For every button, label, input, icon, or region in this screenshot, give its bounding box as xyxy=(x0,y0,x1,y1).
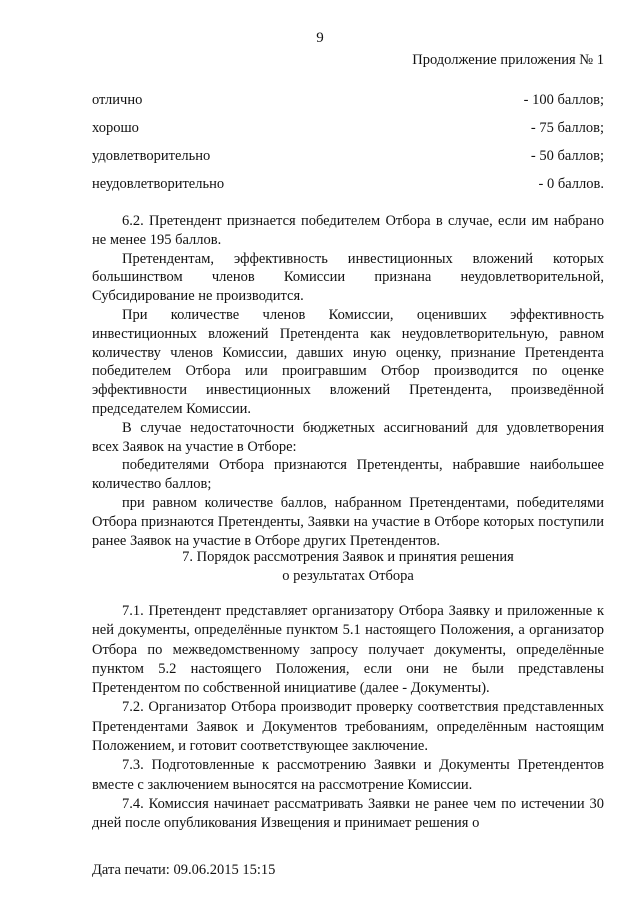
section-7-text xyxy=(92,602,604,834)
paragraph: при равном количестве баллов, набранном Претендентами, победителями Отбора признаются Претенденты, Заявки на участие в Отборе которых поступили ранее Заявок на участие в Отборе других Претендентов. xyxy=(92,494,604,549)
scale-row xyxy=(92,90,604,118)
scale-value: - 100 баллов; xyxy=(523,92,604,108)
scale-label: отлично xyxy=(92,92,143,108)
scale-row xyxy=(92,146,604,174)
scale-row xyxy=(92,174,604,202)
paragraph: 6.2. Претендент признается победителем Отбора в случае, если им набрано не менее 195 баллов. xyxy=(92,213,604,248)
paragraph: 7.3. Подготовленные к рассмотрению Заявки и Документы Претендентов вместе с заключением выносятся на рассмотрение Комиссии. xyxy=(92,757,604,793)
paragraph: 7.4. Комиссия начинает рассматривать Заявки не ранее чем по истечении 30 дней после опубликования Извещения и принимает решения о xyxy=(92,795,604,832)
section-6-text xyxy=(92,212,604,550)
heading-line: 7. Порядок рассмотрения Заявок и принятия решения xyxy=(182,549,514,565)
scale-row xyxy=(92,118,604,146)
paragraph: В случае недостаточности бюджетных ассигнований для удовлетворения всех Заявок на участие в Отборе: xyxy=(92,419,604,455)
scale-value: - 50 баллов; xyxy=(530,148,604,164)
section-7-heading xyxy=(92,548,604,586)
scale-label: хорошо xyxy=(92,120,139,136)
paragraph: При количестве членов Комиссии, оценивших эффективность инвестиционных вложений Претендента как неудовлетворительную, равном количеству членов Комиссии, давших иную оценку, признание Претендента победителем Отбора или проигравшим Отбор производится по оценке эффективности инвестиционных вложений Претендента, произведённой председателем Комиссии. xyxy=(92,306,604,417)
scale-value: - 75 баллов; xyxy=(530,120,604,136)
paragraph: 7.2. Организатор Отбора производит проверку соответствия представленных Претендентами Заявок и Документов требованиям, определённым настоящим Положением, и готовит соответствующее заключение. xyxy=(92,699,604,755)
heading-line: о результатах Отбора xyxy=(282,568,414,584)
rating-scale xyxy=(92,90,604,202)
page-number: 9 xyxy=(316,30,324,46)
scale-value: - 0 баллов. xyxy=(538,176,604,192)
paragraph: победителями Отбора признаются Претенденты, набравшие наибольшее количество баллов; xyxy=(92,457,604,493)
scale-label: удовлетворительно xyxy=(92,148,211,164)
paragraph: 7.1. Претендент представляет организатору Отбора Заявку и приложенные к ней документы, определённые пунктом 5.1 настоящего Положения, а организатор Отбора по межведомственному запросу получает документы, определённые пунктом 5.2 настоящего Положения, если они не были представлены Претендентом по собственной инициативе (далее - Документы). xyxy=(92,603,604,697)
scale-label: неудовлетворительно xyxy=(92,176,225,192)
appendix-note: Продолжение приложения № 1 xyxy=(412,52,604,68)
paragraph: Претендентам, эффективность инвестиционных вложений которых большинством членов Комиссии признана неудовлетворительной, Субсидирование не производится. xyxy=(92,250,604,305)
print-date: Дата печати: 09.06.2015 15:15 xyxy=(92,862,276,878)
